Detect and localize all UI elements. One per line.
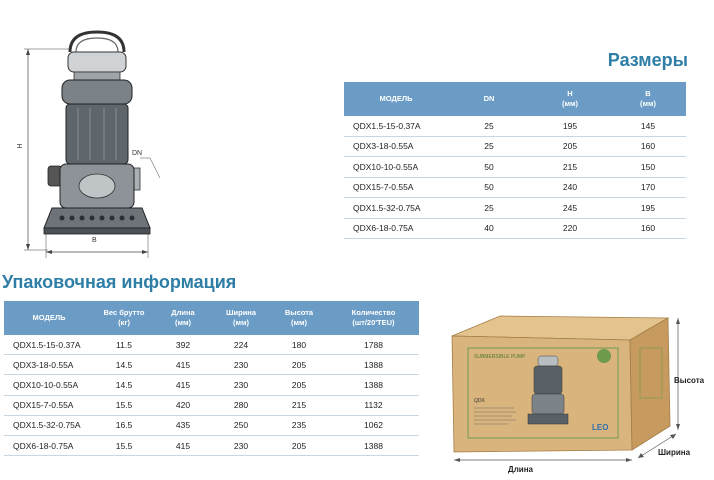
cell-b: 160 <box>610 218 686 239</box>
column-header-quantity: Количество (шт/20'TEU) <box>328 301 419 335</box>
table-header-row <box>344 82 686 116</box>
table-row <box>4 435 419 455</box>
cell-dn: 25 <box>448 198 530 219</box>
table-row <box>344 136 686 157</box>
box-print-model: QDX <box>474 398 485 404</box>
box-width-label: Ширина <box>658 448 691 457</box>
table-row <box>4 415 419 435</box>
cell-h: 220 <box>530 218 610 239</box>
box-print-title: SUBMERSIBLE PUMP <box>474 354 526 360</box>
table-row <box>4 375 419 395</box>
cell-length: 392 <box>154 335 212 355</box>
column-header-width: Ширина (мм) <box>212 301 270 335</box>
packing-title: Упаковочная информация <box>2 272 237 292</box>
cell-quantity: 1388 <box>328 375 419 395</box>
cell-width: 230 <box>212 355 270 375</box>
cell-gross-weight: 15.5 <box>94 435 154 455</box>
dimension-b-label: B <box>92 237 97 244</box>
cell-gross-weight: 14.5 <box>94 355 154 375</box>
cell-dn: 25 <box>448 136 530 157</box>
cell-h: 215 <box>530 157 610 178</box>
cell-length: 415 <box>154 435 212 455</box>
cell-b: 195 <box>610 198 686 219</box>
table-row <box>344 218 686 239</box>
column-header-model: МОДЕЛЬ <box>344 82 448 116</box>
cell-height: 180 <box>270 335 328 355</box>
cell-gross-weight: 15.5 <box>94 395 154 415</box>
table-row <box>4 335 419 355</box>
cell-model: QDX1.5-32-0.75A <box>344 198 448 219</box>
cell-width: 250 <box>212 415 270 435</box>
column-header-height: Высота (мм) <box>270 301 328 335</box>
dimension-h-label: H <box>17 143 24 149</box>
dimension-dn-label: DN <box>132 150 143 157</box>
cell-model: QDX15-7-0.55A <box>344 177 448 198</box>
cell-gross-weight: 11.5 <box>94 335 154 355</box>
column-header-dn: DN <box>448 82 530 116</box>
cell-length: 435 <box>154 415 212 435</box>
cell-height: 215 <box>270 395 328 415</box>
cell-height: 205 <box>270 355 328 375</box>
column-header-b: B (мм) <box>610 82 686 116</box>
cell-b: 150 <box>610 157 686 178</box>
box-print-brand: LEO <box>592 423 609 432</box>
cell-b: 160 <box>610 136 686 157</box>
table-row <box>4 355 419 375</box>
cell-h: 240 <box>530 177 610 198</box>
cell-model: QDX3-18-0.55A <box>344 136 448 157</box>
cell-gross-weight: 16.5 <box>94 415 154 435</box>
cell-dn: 40 <box>448 218 530 239</box>
table-row <box>344 198 686 219</box>
table-row <box>344 177 686 198</box>
cell-model: QDX6-18-0.75A <box>4 435 94 455</box>
cell-quantity: 1388 <box>328 435 419 455</box>
cell-width: 224 <box>212 335 270 355</box>
cell-height: 235 <box>270 415 328 435</box>
cell-width: 280 <box>212 395 270 415</box>
cell-h: 245 <box>530 198 610 219</box>
cell-model: QDX1.5-15-0.37A <box>344 116 448 136</box>
cell-height: 205 <box>270 375 328 395</box>
cell-h: 195 <box>530 116 610 136</box>
cell-width: 230 <box>212 435 270 455</box>
column-header-h: H (мм) <box>530 82 610 116</box>
cell-b: 170 <box>610 177 686 198</box>
cell-model: QDX1.5-32-0.75A <box>4 415 94 435</box>
cell-gross-weight: 14.5 <box>94 375 154 395</box>
cell-model: QDX1.5-15-0.37A <box>4 335 94 355</box>
table-row <box>4 395 419 415</box>
cell-length: 415 <box>154 355 212 375</box>
cell-model: QDX6-18-0.75A <box>344 218 448 239</box>
column-header-length: Длина (мм) <box>154 301 212 335</box>
pump-dimension-drawing <box>0 18 200 258</box>
table-row <box>344 157 686 178</box>
cell-quantity: 1388 <box>328 355 419 375</box>
cell-model: QDX15-7-0.55A <box>4 395 94 415</box>
cell-b: 145 <box>610 116 686 136</box>
packing-table <box>4 301 419 456</box>
cell-model: QDX10-10-0.55A <box>4 375 94 395</box>
cell-model: QDX3-18-0.55A <box>4 355 94 375</box>
package-box-illustration <box>430 300 714 480</box>
dimensions-title: Размеры <box>607 50 688 70</box>
column-header-model: МОДЕЛЬ <box>4 301 94 335</box>
cell-quantity: 1062 <box>328 415 419 435</box>
table-row <box>344 116 686 136</box>
cell-model: QDX10-10-0.55A <box>344 157 448 178</box>
cell-dn: 50 <box>448 157 530 178</box>
cell-dn: 50 <box>448 177 530 198</box>
cell-dn: 25 <box>448 116 530 136</box>
cell-length: 420 <box>154 395 212 415</box>
dimensions-table <box>344 82 686 239</box>
cell-width: 230 <box>212 375 270 395</box>
cell-length: 415 <box>154 375 212 395</box>
cell-height: 205 <box>270 435 328 455</box>
box-height-label: Высота <box>674 376 705 385</box>
box-badge-icon <box>597 349 611 363</box>
cell-h: 205 <box>530 136 610 157</box>
cell-quantity: 1132 <box>328 395 419 415</box>
cell-quantity: 1788 <box>328 335 419 355</box>
column-header-gross-weight: Вес брутто (кг) <box>94 301 154 335</box>
table-header-row <box>4 301 419 335</box>
box-length-label: Длина <box>508 465 533 474</box>
